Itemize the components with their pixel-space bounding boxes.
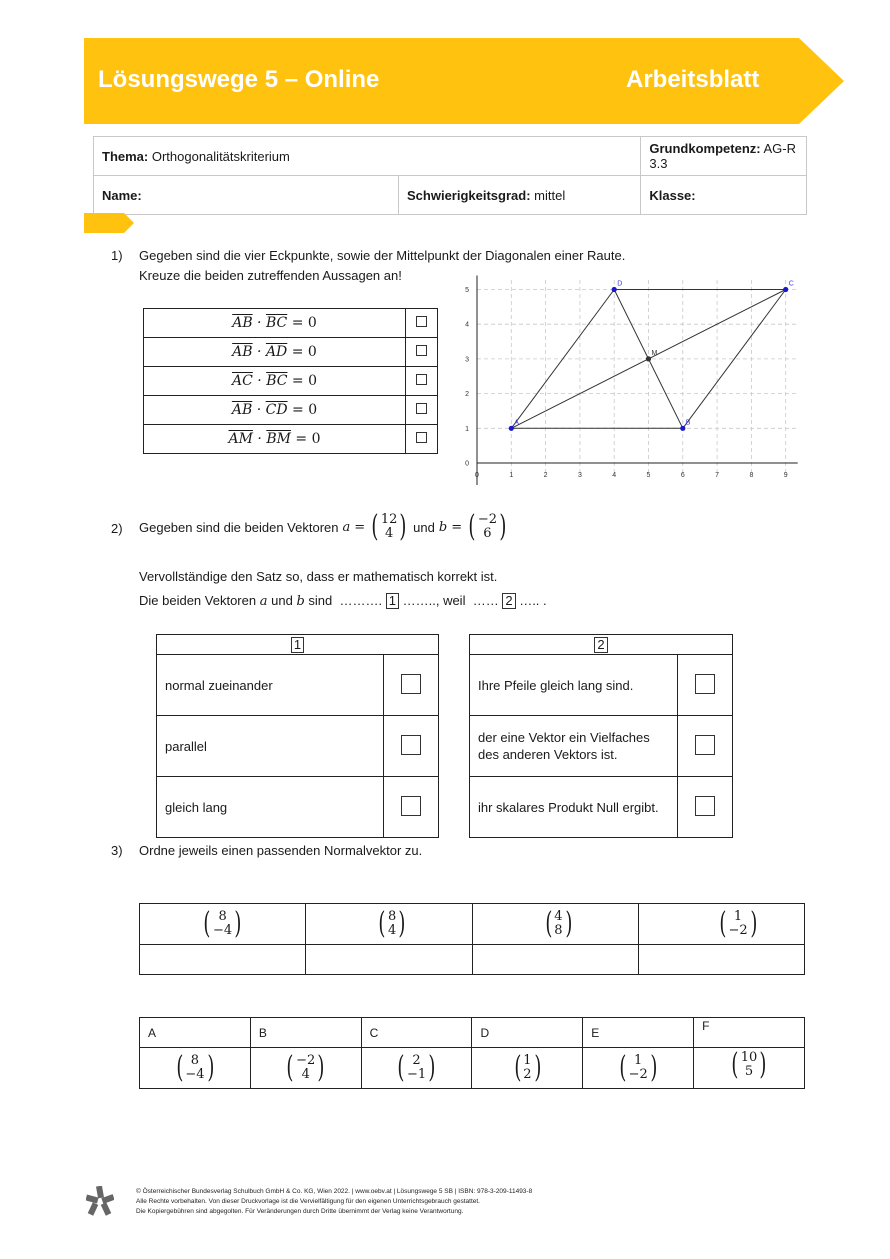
- option-label: E: [583, 1018, 694, 1048]
- vector: $\overline{AB}$: [232, 344, 253, 360]
- option-text: ihr skalares Produkt Null ergibt.: [470, 777, 678, 838]
- vector-b: ( −2 6 ): [468, 509, 507, 544]
- side-bc: [683, 290, 786, 429]
- sentence-part: und: [271, 593, 293, 608]
- klasse-label: Klasse:: [649, 187, 696, 203]
- eq-zero: = 0: [291, 373, 317, 389]
- x-tick-label: 5: [646, 472, 651, 479]
- eq-zero: = 0: [291, 315, 317, 331]
- answer-cell[interactable]: [472, 945, 638, 975]
- x-tick-label: 6: [680, 472, 685, 479]
- q1-line2: Kreuze die beiden zutreffenden Aussagen an!: [139, 268, 402, 283]
- checkbox[interactable]: [416, 345, 427, 356]
- point-label: C: [788, 280, 794, 288]
- komp-value: AG-R 3.3: [649, 141, 796, 171]
- q2-intro: Gegeben sind die beiden Vektoren: [139, 519, 339, 535]
- vec-entry: −2: [477, 512, 497, 527]
- y-tick-label: 1: [465, 425, 469, 433]
- vec-entry: 8: [218, 909, 227, 924]
- y-tick-label: 0: [465, 460, 469, 468]
- vec-entry: 10: [740, 1050, 758, 1065]
- vector: $\overline{AC}$: [232, 373, 253, 389]
- y-tick-label: 2: [465, 391, 469, 399]
- point-a: [509, 426, 514, 431]
- vector-cell: ( 8 4 ): [306, 904, 472, 945]
- vec-entry: −4: [213, 923, 233, 938]
- q2-number: 2): [111, 521, 123, 536]
- statement-row: $\overline{AM} \cdot \overline{BM} = 0$: [144, 425, 438, 454]
- x-tick-label: 7: [715, 472, 720, 479]
- vec-entry: 5: [744, 1064, 754, 1079]
- sentence-part: weil: [443, 593, 466, 608]
- checkbox[interactable]: [401, 796, 421, 816]
- x-tick-label: 3: [577, 472, 582, 479]
- eq-zero: = 0: [291, 344, 317, 360]
- q2-sentence: [139, 593, 547, 609]
- answer-cell[interactable]: [140, 945, 306, 975]
- footer-line: Alle Rechte vorbehalten. Von dieser Druckvorlage ist die Vervielfältigung für den eigenen Unterrichtsgebrauch gestattet.: [136, 1198, 480, 1205]
- checkbox[interactable]: [416, 374, 427, 385]
- vector: $\overline{BC}$: [265, 315, 288, 331]
- vec-entry: 4: [387, 923, 397, 938]
- q2-intro-line: Gegeben sind die beiden Vektoren a = ( 12 4 ) und b = ( −2 6 ): [139, 512, 509, 542]
- option-vector: ( 8 −4 ): [140, 1048, 251, 1089]
- vec-entry: 4: [301, 1067, 310, 1082]
- vector-cell: ( 1 −2 ): [638, 904, 804, 945]
- point-label: M: [651, 349, 658, 357]
- checkbox[interactable]: [695, 796, 715, 816]
- statement-row: $\overline{AB} \cdot \overline{BC} = 0$: [144, 309, 438, 338]
- statement-row: $\overline{AC} \cdot \overline{BC} = 0$: [144, 367, 438, 396]
- vec-entry: 6: [483, 526, 492, 541]
- vector: $\overline{BC}$: [266, 373, 288, 389]
- vec-entry: 12: [380, 512, 398, 527]
- y-tick-label: 4: [465, 321, 469, 329]
- vec-entry: 1: [733, 909, 743, 924]
- q1-statements-table: [143, 308, 438, 454]
- option-vector: ( 10 5 ): [694, 1048, 805, 1089]
- q2-options-1: [156, 634, 439, 838]
- vector-cell: ( 8 −4 ): [140, 904, 306, 945]
- q3-top-table: [139, 903, 805, 975]
- point-label: A: [514, 419, 519, 427]
- schwierig-label: Schwierigkeitsgrad:: [407, 187, 531, 203]
- vec-entry: 8: [387, 909, 397, 924]
- checkbox[interactable]: [416, 432, 427, 443]
- vec-entry: 4: [385, 526, 394, 541]
- vector-cell: ( 4 8 ): [472, 904, 638, 945]
- checkbox[interactable]: [401, 735, 421, 755]
- q3-text: Ordne jeweils einen passenden Normalvektor zu.: [139, 843, 423, 858]
- checkbox[interactable]: [401, 674, 421, 694]
- vector: $\overline{BM}$: [266, 431, 291, 447]
- option-label: A: [140, 1018, 251, 1048]
- statement-row: $\overline{AB} \cdot \overline{AD} = 0$: [144, 338, 438, 367]
- vec-entry: 1: [523, 1053, 532, 1068]
- x-tick-label: 2: [543, 472, 548, 479]
- eq-zero: = 0: [292, 402, 318, 418]
- statement-row: $\overline{AB} \cdot \overline{CD} = 0$: [144, 396, 438, 425]
- vector: $\overline{AB}$: [232, 315, 253, 331]
- name-label: Name:: [102, 187, 142, 203]
- option-vector: ( 1 2 ): [472, 1048, 583, 1089]
- gap-dots: ……….: [339, 593, 383, 608]
- x-tick-label: 1: [509, 472, 514, 479]
- vec-entry: −4: [185, 1067, 205, 1082]
- q3-answer-table: [139, 1017, 805, 1089]
- komp-label: Grundkompetenz:: [649, 141, 761, 156]
- option-text: normal zueinander: [157, 655, 384, 716]
- vec-entry: −2: [296, 1053, 316, 1068]
- header-worksheet-label: Arbeitsblatt: [626, 66, 760, 93]
- option-text-line: der eine Vektor ein Vielfaches: [478, 730, 650, 745]
- checkbox[interactable]: [695, 735, 715, 755]
- schwierig-value: mittel: [534, 187, 566, 203]
- checkbox[interactable]: [695, 674, 715, 694]
- option-label: C: [361, 1018, 472, 1048]
- q2-complete: Vervollständige den Satz so, dass er mathematisch korrekt ist.: [139, 569, 498, 584]
- gap-dots: ……..,: [402, 593, 440, 608]
- gap-box-2: 2: [502, 593, 515, 609]
- thema-value: Orthogonalitätskriterium: [151, 148, 290, 164]
- options-2-header: 2: [594, 637, 607, 653]
- vec-entry: −2: [628, 1067, 648, 1082]
- vector-b-name: b: [438, 519, 448, 535]
- vector: $\overline{CD}$: [265, 402, 288, 418]
- footer-line: Die Kopiergebühren sind abgegolten. Für Veränderungen durch Dritte übernimmt der Verlag keine Verantwortung.: [136, 1208, 464, 1215]
- option-text: gleich lang: [157, 777, 384, 838]
- vec-entry: 2: [523, 1067, 532, 1082]
- vector: $\overline{AB}$: [231, 402, 253, 418]
- info-table: [93, 136, 807, 215]
- option-vector: ( 1 −2 ): [583, 1048, 694, 1089]
- x-tick-label: 4: [612, 472, 617, 479]
- option-vector: ( −2 4 ): [250, 1048, 361, 1089]
- vec-entry: 4: [554, 909, 563, 924]
- x-tick-label: 8: [749, 472, 754, 479]
- vector-a-name: a: [342, 519, 351, 535]
- point-m: [646, 356, 651, 361]
- checkbox[interactable]: [416, 316, 427, 327]
- vec-entry: 8: [190, 1053, 200, 1068]
- option-text: Ihre Pfeile gleich lang sind.: [470, 655, 678, 716]
- checkbox[interactable]: [416, 403, 427, 414]
- option-text: parallel: [157, 716, 384, 777]
- vector: $\overline{AD}$: [265, 344, 288, 360]
- vec-entry: 1: [634, 1053, 643, 1068]
- eq-zero: = 0: [295, 431, 321, 447]
- option-label: F: [694, 1018, 805, 1048]
- vec-entry: 8: [554, 923, 563, 938]
- header-title: Lösungswege 5 – Online: [98, 66, 380, 93]
- vector-b-name: b: [296, 594, 305, 609]
- x-tick-label: 0: [475, 472, 479, 479]
- vector-a-name: a: [259, 594, 268, 609]
- footer: [136, 1187, 532, 1217]
- option-text-multiline: [470, 716, 678, 777]
- gap-box-1: 1: [386, 593, 399, 609]
- y-tick-label: 5: [465, 287, 469, 294]
- point-d: [612, 287, 617, 292]
- point-label: D: [617, 280, 623, 288]
- option-label: B: [250, 1018, 361, 1048]
- q3-number: 3): [111, 843, 123, 858]
- point-b: [680, 426, 685, 431]
- point-label: B: [685, 419, 691, 427]
- vector-a: ( 12 4 ): [371, 509, 407, 544]
- answer-cell[interactable]: [306, 945, 472, 975]
- vector: $\overline{AM}$: [228, 431, 253, 447]
- vec-entry: −2: [728, 923, 748, 938]
- y-tick-label: 3: [465, 356, 469, 364]
- q1-line1: Gegeben sind die vier Eckpunkte, sowie der Mittelpunkt der Diagonalen einer Raute.: [139, 248, 626, 263]
- q2-und: und: [413, 519, 435, 535]
- option-text-line: des anderen Vektors ist.: [478, 747, 618, 762]
- answer-cell[interactable]: [638, 945, 804, 975]
- option-label: D: [472, 1018, 583, 1048]
- publisher-logo-icon: [86, 1186, 114, 1216]
- option-vector: ( 2 −1 ): [361, 1048, 472, 1089]
- options-1-header: 1: [291, 637, 304, 653]
- sentence-part: sind: [308, 593, 333, 608]
- section-arrow: [84, 213, 136, 233]
- q2-options-2: [469, 634, 733, 838]
- point-c: [783, 287, 788, 292]
- footer-line: © Österreichischer Bundesverlag Schulbuch GmbH & Co. KG, Wien 2022. | www.oebv.at | Lösungswege 5 SB | ISBN: 978-3-209-11493-8: [136, 1188, 533, 1195]
- sentence-part: Die beiden Vektoren: [139, 593, 257, 608]
- rhombus-chart: [455, 275, 805, 487]
- gap-dots: ….. .: [519, 593, 547, 608]
- gap-dots: ……: [472, 593, 499, 608]
- vec-entry: −1: [406, 1067, 427, 1082]
- thema-label: Thema:: [102, 148, 149, 164]
- vec-entry: 2: [412, 1053, 421, 1068]
- x-tick-label: 9: [783, 472, 788, 479]
- q1-number: 1): [111, 248, 123, 263]
